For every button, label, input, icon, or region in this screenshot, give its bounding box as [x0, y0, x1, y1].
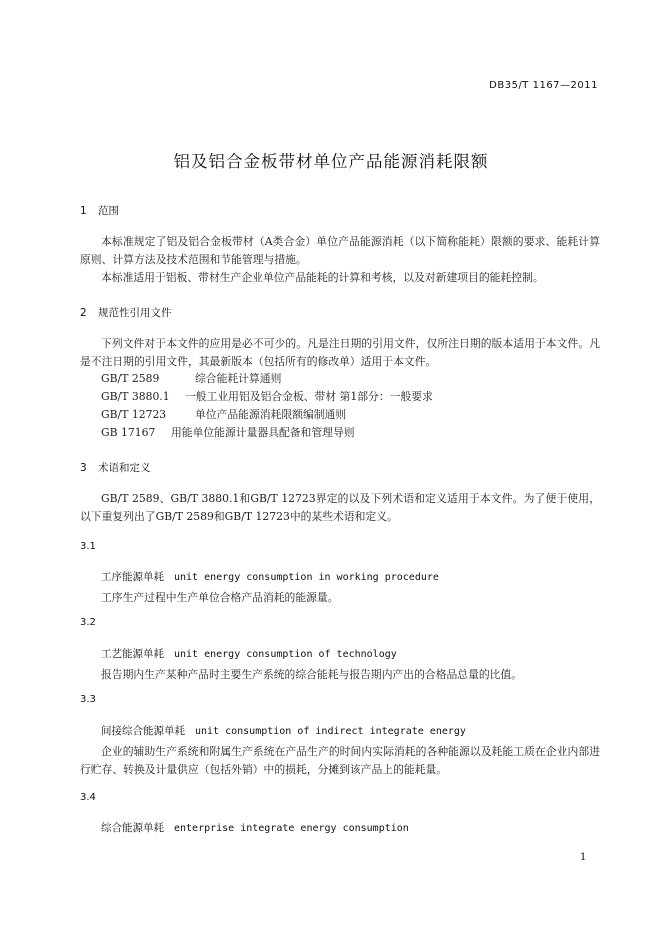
section-3-paragraph-1: GB/T 2589、GB/T 3880.1和GB/T 12723界定的以及下列术语和定义适用于本文件。为了便于使用，以下重复列出了GB/T 2589和GB/T 12723中的某些术语和定义。 — [80, 492, 600, 523]
section-title: 术语和定义 — [98, 462, 151, 474]
term-chinese: 综合能源单耗 — [101, 822, 164, 834]
reference-code: GB/T 2589 — [101, 372, 160, 385]
term-entry — [101, 816, 409, 835]
term-chinese: 工艺能源单耗 — [101, 648, 164, 660]
term-definition: 企业的辅助生产系统和附属生产系统在产品生产的时间内实际消耗的各种能源以及耗能工质在企业内部进行贮存、转换及计量供应（包括外销）中的损耗，分摊到该产品上的能耗量。 — [80, 745, 600, 776]
term-english: enterprise integrate energy consumption — [174, 823, 409, 834]
section-title: 范围 — [98, 205, 119, 217]
term-english: unit energy consumption in working procedure — [174, 572, 439, 583]
term-definition: 工序生产过程中生产单位合格产品消耗的能源量。 — [101, 591, 339, 604]
clause-number: 3.4 — [80, 792, 96, 803]
section-2-paragraph-1: 下列文件对于本文件的应用是必不可少的。凡是注日期的引用文件，仅所注日期的版本适用于本文件。凡是不注日期的引用文件，其最新版本（包括所有的修改单）适用于本文件。 — [80, 337, 600, 368]
reference-code: GB/T 3880.1 — [101, 390, 170, 403]
reference-item — [101, 425, 355, 440]
reference-title: 单位产品能源消耗限额编制通则 — [195, 408, 347, 421]
reference-title: 综合能耗计算通则 — [195, 372, 282, 385]
term-chinese: 间接综合能源单耗 — [101, 725, 185, 737]
page-number: 1 — [580, 852, 587, 863]
section-number: 1 — [80, 205, 87, 217]
section-number: 3 — [80, 462, 87, 474]
section-1-heading — [80, 203, 119, 218]
clause-number: 3.1 — [80, 541, 96, 552]
section-number: 2 — [80, 307, 87, 319]
term-chinese: 工序能源单耗 — [101, 571, 164, 583]
section-1-paragraph-1: 本标准规定了铝及铝合金板带材（A类合金）单位产品能源消耗（以下简称能耗）限额的要求、能耗计算原则、计算方法及技术范围和节能管理与措施。 — [80, 235, 600, 266]
term-english: unit consumption of indirect integrate energy — [195, 726, 466, 737]
reference-code: GB 17167 — [101, 426, 156, 439]
term-entry — [101, 642, 397, 661]
reference-item — [101, 371, 281, 386]
clause-number: 3.2 — [80, 617, 96, 628]
term-english: unit energy consumption of technology — [174, 649, 397, 660]
section-1-paragraph-2: 本标准适用于铝板、带材生产企业单位产品能耗的计算和考核，以及对新建项目的能耗控制。 — [101, 271, 544, 284]
standard-code: DB35/T 1167—2011 — [489, 80, 598, 91]
term-definition: 报告期内生产某种产品时主要生产系统的综合能耗与报告期内产出的合格品总量的比值。 — [101, 668, 523, 681]
term-entry — [101, 565, 439, 584]
reference-title: 用能单位能源计量器具配备和管理导则 — [171, 426, 355, 439]
clause-number: 3.3 — [80, 694, 96, 705]
term-entry — [101, 719, 466, 738]
document-title: 铝及铝合金板带材单位产品能源消耗限额 — [173, 152, 489, 171]
reference-item — [101, 407, 346, 422]
section-title: 规范性引用文件 — [98, 307, 172, 319]
reference-code: GB/T 12723 — [101, 408, 167, 421]
section-3-heading — [80, 460, 151, 475]
reference-item — [101, 389, 433, 404]
section-2-heading — [80, 305, 172, 320]
reference-title: 一般工业用铝及铝合金板、带材 第1部分：一般要求 — [185, 390, 433, 403]
